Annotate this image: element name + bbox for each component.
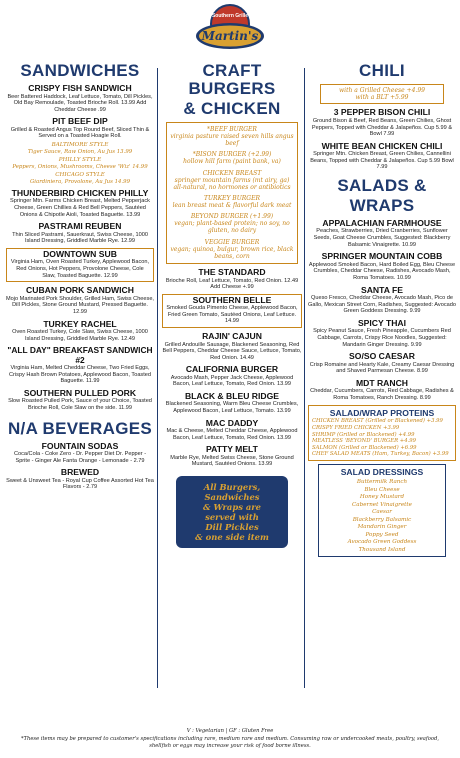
protein-option: SALMON (Grilled or Blackened) +6.99 [312, 444, 417, 451]
menu-item [308, 319, 456, 348]
item-name: BLACK & BLEU RIDGE [184, 390, 280, 401]
dip-variants [6, 142, 154, 185]
menu-item [6, 222, 154, 245]
item-desc: Beer Battered Haddock, Leaf Lettuce, Tomato, Dill Pickles, Old Bay Remoulade, Toasted Brioche Roll. 13.99 Add Cheddar Cheese .99 [7, 93, 153, 113]
item-desc: Thin Sliced Pastrami, Sauerkraut, Swiss Cheese, 1000 Island Dressing, Griddled Marble Rye. 12.99 [12, 231, 148, 245]
item-name: MDT RANCH [355, 377, 409, 388]
menu-item [162, 419, 302, 442]
beverages-title: N/A BEVERAGES [7, 418, 153, 438]
menu-item [162, 445, 302, 468]
served-with-note [176, 476, 288, 548]
item-name: THUNDERBIRD CHICKEN PHILLY [11, 187, 149, 198]
item-desc: Ground Bison & Beef, Red Beans, Green Chilies, Ghost Peppers, Topped with Cheddar & Jalapeños. Cup 5.99 & Bowl 7.99 [311, 117, 453, 138]
variant-desc: Tiger Sauce, Raw Onion, Au Jus 13.99 [27, 148, 133, 155]
served-line: & Wraps are [203, 502, 261, 513]
featured-item-box [6, 248, 154, 282]
proteins-title: SALAD/WRAP PROTEINS [329, 408, 435, 419]
dressing-item: Bleu Cheese [364, 486, 400, 493]
menu-item [6, 84, 154, 113]
option-name: *BISON BURGER (+2.99) [192, 151, 272, 159]
served-line: & one side item [195, 532, 269, 543]
item-name: WHITE BEAN CHICKEN CHILI [321, 140, 443, 151]
item-desc: Brioche Roll, Leaf Lettuce, Tomato, Red Onion. 12.49 Add Cheese +.99 [165, 277, 299, 291]
item-name: SANTA FE [360, 284, 403, 295]
menu-item [162, 332, 302, 361]
salads-title-line1: SALADS & [337, 175, 427, 195]
dressing-item: Cabernet Vinaigrette [352, 501, 412, 508]
menu-item [6, 389, 154, 412]
right-column [308, 60, 456, 557]
item-name: FOUNTAIN SODAS [41, 440, 119, 451]
item-desc: Slow Roasted Pulled Pork, Sauce of your Choice, Toasted Brioche Roll, Cole Slaw on the side. 11.99 [8, 398, 152, 412]
dressing-item: Buttermilk Ranch [356, 479, 408, 486]
proteins-box [308, 405, 456, 461]
menu-item [308, 108, 456, 137]
option-desc: vegan; quinoa, bulgur, brown rice, black beans, corn [170, 245, 294, 260]
menu-item [308, 379, 456, 402]
item-name: CALIFORNIA BURGER [185, 364, 279, 375]
variant-desc: Peppers, Onions, Mushrooms, Cheese 'Wiz' 14.99 [12, 163, 148, 170]
item-name: SOUTHERN PULLED PORK [23, 387, 137, 398]
option-name: BEYOND BURGER (+1.99) [190, 213, 274, 221]
item-desc: Applewood Smoked Bacon, Hard Boiled Egg, Bleu Cheese Crumbles, Cheddar Cheese, Radishes, Avocado Mash, Roma Tomatoes. 10.99 [308, 261, 456, 281]
consumer-notice: *These items may be prepared to customer's specifications including rare, medium rare and medium. Consuming raw or undercooked meats, poultry, seafood, shellfish or eggs may increase your risk of food borne illness. [20, 736, 440, 749]
menu-item [6, 468, 154, 491]
menu-item [6, 117, 154, 140]
dressings-box [318, 464, 446, 557]
item-name: SPICY THAI [357, 317, 407, 328]
item-desc: Mac & Cheese, Melted Cheddar Cheese, Applewood Bacon, Leaf Lettuce, Tomato, Red Onion. 13.99 [166, 428, 298, 441]
option-name: *BEEF BURGER [207, 126, 257, 133]
svg-text:Martin's: Martin's [201, 29, 259, 43]
menu-item [308, 252, 456, 281]
chili-addon-box [320, 84, 444, 104]
svg-text:Southern Grille: Southern Grille [211, 13, 249, 19]
dressing-item: Blackberry Balsamic [352, 516, 412, 523]
option-desc: virginia pasture raised seven hills angus beef [170, 133, 294, 148]
item-desc: Smoked Gouda Pimento Cheese, Applewood Bacon, Fried Green Tomato, Sautéed Onions, Leaf Lettuce. 14.99 [166, 305, 298, 325]
item-name: RAJIN' CAJUN [202, 331, 262, 341]
sandwich-list-a [6, 84, 154, 140]
salads-title-line2: WRAPS [349, 195, 415, 215]
burger-options-box [166, 122, 298, 264]
divider-left [157, 68, 158, 688]
item-desc: Grilled & Roasted Angus Top Round Beef, Sliced Thin & Served on a Toasted Hoagie Roll. [10, 126, 150, 140]
dressing-item: Mandarin Ginger [357, 524, 407, 531]
item-name: SO/SO CAESAR [349, 351, 415, 362]
item-desc: Mojo Marinated Pork Shoulder, Grilled Ham, Swiss Cheese, Dill Pickles, Stone Ground Mustard, Pressed Baguette. 12.99 [6, 295, 154, 315]
burgers-title-line1: CRAFT BURGERS [188, 61, 276, 98]
variant-desc: Giardiniera, Provolone, Au Jus 14.99 [29, 178, 131, 185]
restaurant-logo [193, 0, 267, 56]
item-desc: Queso Fresco, Cheddar Cheese, Avocado Mash, Pico de Gallo, Mexican Street Corn, Radishes, Suggested: Avocado Green Goddess Dressing. 9.99 [308, 295, 456, 315]
item-desc: Virginia Ham, Oven Roasted Turkey, Applewood Bacon, Red Onions, Hot Peppers, Provolone Cheese, Cole Slaw, Toasted Baguette. 12.99 [10, 259, 150, 279]
option-desc: lean breast meat & flavorful dark meat [172, 202, 292, 210]
item-name: BREWED [60, 467, 100, 478]
item-desc: Peaches, Strawberries, Dried Cranberries, Sunflower Seeds, Goat Cheese Crumbles, Suggested: Blackberry Balsamic Vinaigrette. 10.99 [313, 228, 451, 248]
divider-right [304, 68, 305, 688]
served-line: All Burgers, [203, 482, 261, 493]
served-line: Dill Pickles [205, 522, 259, 533]
item-desc: Oven Roasted Turkey, Cole Slaw, Swiss Cheese, 1000 Island Dressing, Griddled Marble Rye. 12.49 [12, 329, 148, 342]
option-desc: hollow hill farm (paint bank, va) [183, 158, 281, 166]
dressing-item: Poppy Seed [365, 531, 399, 538]
protein-option: CHICKEN BREAST (Grilled or Blackened) +3.99 [312, 418, 443, 425]
item-desc: Grilled Andouille Sausage, Blackened Seasoning, Red Bell Peppers, Cheddar Cheese Sauce, Lettuce, Tomato, Red Onion. 14.49 [162, 341, 302, 361]
item-desc: Virginia Ham, Melted Cheddar Cheese, Two Fried Eggs, Crispy Hash Brown Potatoes, Applewood Bacon, Toasted Baguette. 11.99 [9, 365, 151, 385]
item-desc: Spicy Peanut Sauce, Fresh Pineapple, Cucumbers Red Cabbage, Carrots, Crispy Rice Noodles, Suggested: Mandarin Ginger Dressing. 9.99 [313, 328, 451, 348]
item-desc: Marble Rye, Melted Swiss Cheese, Stone Ground Mustard, Sautéed Onions. 13.99 [170, 454, 294, 468]
variant-label: BALTIMORE STYLE [51, 141, 109, 148]
menu-item [162, 268, 302, 291]
option-name: VEGGIE BURGER [204, 238, 260, 246]
chili-title: CHILI [359, 61, 405, 80]
item-name: DOWNTOWN SUB [43, 248, 117, 259]
left-column [6, 60, 154, 491]
protein-option: MEATLESS 'BEYOND' BURGER +4.99 [312, 438, 417, 445]
option-desc: springer mountain farms (mt airy, ga) all-natural, no hormones or antibiotics [173, 176, 291, 191]
sandwiches-title: SANDWICHES [20, 61, 140, 80]
burgers-title-line2: & CHICKEN [183, 99, 281, 118]
menu-item [308, 286, 456, 315]
menu-item [6, 189, 154, 218]
item-name: THE STANDARD [198, 267, 266, 278]
variant-label: CHICAGO STYLE [55, 171, 105, 178]
item-name: CRISPY FISH SANDWICH [28, 83, 132, 93]
menu-item [6, 442, 154, 465]
featured-item-box [162, 294, 302, 328]
item-name: APPALACHIAN FARMHOUSE [322, 217, 442, 228]
item-name: 3 PEPPER BISON CHILI [333, 107, 431, 118]
addon-line: with a BLT +5.99 [355, 94, 409, 102]
protein-option: SHRIMP (Grilled or Blackened) +4.99 [312, 431, 415, 438]
item-name: "ALL DAY" BREAKFAST SANDWICH #2 [7, 345, 153, 365]
item-desc: Avocado Mash, Pepper Jack Cheese, Applewood Bacon, Leaf Lettuce, Tomato, Red Onion. 13.99 [170, 374, 294, 388]
item-desc: Springer Mtn. Chicken Breast, Green Chilies, Cannellini Beans, Topped with Cheddar & Jalapeños. Cup 5.99 Bowl 7.99 [310, 151, 454, 171]
served-line: Sandwiches [204, 492, 260, 503]
dressing-item: Thousand Island [358, 546, 406, 553]
item-desc: Sweet & Unsweet Tea - Royal Cup Coffee Assorted Hot Tea Flavors - 2.79 [6, 477, 154, 491]
menu-item [6, 320, 154, 343]
item-desc: Springer Mtn. Farms Chicken Breast, Melted Pepperjack Cheese, Green Chillies & Red Bell Peppers, Sautéed Onions & Chipotle Aioli, Toasted Baguette. 13.99 [10, 198, 150, 218]
protein-option: CRISPY FRIED CHICKEN +3.99 [312, 425, 400, 432]
option-desc: vegan; plant-based protein; no soy, no gluten, no dairy [174, 220, 290, 235]
menu-item [6, 286, 154, 315]
item-desc: Coca/Cola - Coke Zero - Dr. Pepper Diet Dr. Pepper - Sprite - Ginger Ale Fanta Orange - Lemonade - 2.79 [13, 451, 147, 464]
menu-item [308, 219, 456, 248]
dressing-item: Avocado Green Goddess [347, 539, 417, 546]
item-name: PASTRAMI REUBEN [38, 221, 122, 232]
item-name: PIT BEEF DIP [52, 116, 108, 127]
item-name: PATTY MELT [206, 444, 258, 455]
menu-item [162, 392, 302, 415]
item-desc: Blackened Seasoning, Warm Bleu Cheese Crumbles, Applewood Bacon, Leaf Lettuce, Tomato. 13.99 [165, 401, 299, 415]
served-line: served with [205, 512, 259, 523]
option-name: CHICKEN BREAST [202, 169, 262, 177]
option-name: TURKEY BURGER [204, 195, 260, 203]
menu-item [6, 346, 154, 385]
footer [0, 728, 460, 749]
menu-item [308, 352, 456, 375]
middle-column [162, 60, 302, 548]
variant-label: PHILLY STYLE [58, 156, 102, 163]
menu-item [162, 365, 302, 388]
item-desc: Cheddar, Cucumbers, Carrots, Red Cabbage, Radishes & Roma Tomatoes, Ranch Dressing. 8.99 [310, 388, 454, 401]
menu-item [308, 142, 456, 171]
dressings-title: SALAD DRESSINGS [340, 467, 424, 478]
item-name: SOUTHERN BELLE [192, 294, 272, 305]
item-name: CUBAN PORK SANDWICH [26, 285, 134, 296]
item-name: MAC DADDY [205, 417, 259, 428]
item-name: TURKEY RACHEL [43, 318, 117, 329]
item-name: SPRINGER MOUNTAIN COBB [321, 251, 443, 262]
dressing-item: Caesar [372, 509, 392, 516]
item-desc: Crisp Romaine and Hearty Kale, Creamy Caesar Dressing and Shaved Parmesan Cheese. 8.99 [309, 361, 455, 375]
dressing-item: Honey Mustard [359, 494, 405, 501]
diet-legend: V : Vegetarian | GF : Gluten Free [186, 728, 274, 734]
addon-line: with a Grilled Cheese +4.99 [339, 87, 425, 94]
protein-option: CHEF SALAD MEATS (Ham, Turkey, Bacon) +3.99 [312, 451, 449, 458]
